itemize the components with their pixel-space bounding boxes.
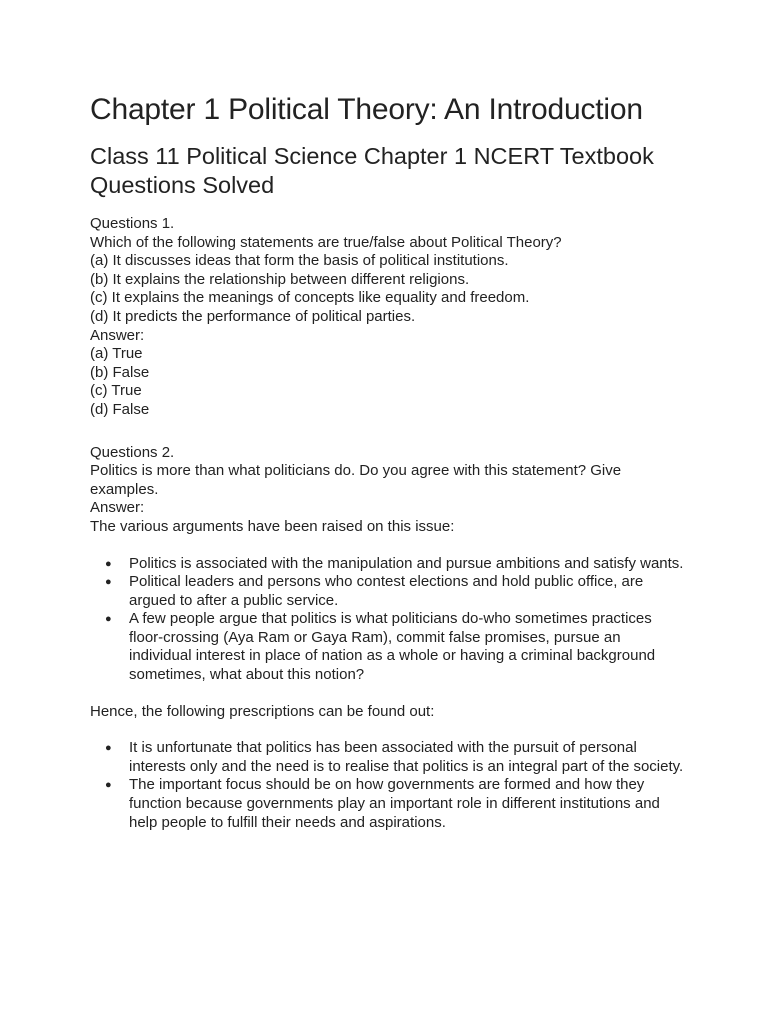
list-item xyxy=(105,554,684,574)
question-1-answer-c: (c) True xyxy=(90,382,142,400)
list-item xyxy=(105,739,684,776)
page-title: Chapter 1 Political Theory: An Introduction xyxy=(90,93,643,126)
question-1-option-d: (d) It predicts the performance of political parties. xyxy=(90,307,416,325)
question-1 xyxy=(90,215,708,420)
question-2 xyxy=(90,444,708,537)
list-item xyxy=(105,776,684,832)
question-2-text: Politics is more than what politicians do. Do you agree with this statement? Give examples. xyxy=(90,462,622,498)
question-1-answer-label: Answer: xyxy=(90,326,145,344)
question-1-answer-b: (b) False xyxy=(90,363,150,381)
conclusion-intro: Hence, the following prescriptions can be found out: xyxy=(90,702,435,720)
question-2-intro: The various arguments have been raised on this issue: xyxy=(90,517,455,535)
arguments-list xyxy=(90,555,708,685)
argument-text: Political leaders and persons who contest elections and hold public office, are argued to after a public service. xyxy=(129,573,644,609)
question-1-label: Questions 1. xyxy=(90,215,175,232)
page-subtitle: Class 11 Political Science Chapter 1 NCERT Textbook Questions Solved xyxy=(90,143,654,198)
list-item xyxy=(105,610,684,684)
argument-text: A few people argue that politics is what politicians do-who sometimes practices floor-crossing (Aya Ram or Gaya Ram), commit false promises, pursue an individual interest in place of nation as a whole or having a criminal background sometimes, what about this notion? xyxy=(129,610,656,684)
prescription-text: It is unfortunate that politics has been associated with the pursuit of personal interests only and the need is to realise that politics is an integral part of the society. xyxy=(129,739,684,775)
bullet-icon: ● xyxy=(105,613,112,626)
conclusion xyxy=(90,703,708,722)
question-2-answer-label: Answer: xyxy=(90,499,145,517)
bullet-icon: ● xyxy=(105,779,112,792)
question-1-option-b: (b) It explains the relationship between different religions. xyxy=(90,270,470,288)
bullet-icon: ● xyxy=(105,742,112,755)
question-1-text: Which of the following statements are true/false about Political Theory? xyxy=(90,233,562,251)
list-item xyxy=(105,573,684,610)
bullet-icon: ● xyxy=(105,557,112,570)
question-1-option-a: (a) It discusses ideas that form the basis of political institutions. xyxy=(90,252,509,270)
question-1-answer-d: (d) False xyxy=(90,400,150,418)
question-1-answer-a: (a) True xyxy=(90,345,143,363)
question-1-option-c: (c) It explains the meanings of concepts like equality and freedom. xyxy=(90,289,530,307)
prescriptions-list xyxy=(90,739,708,832)
prescription-text: The important focus should be on how governments are formed and how they function because governments play an important role in different institutions and help people to fulfill their needs and aspirations. xyxy=(129,776,660,831)
question-2-label: Questions 2. xyxy=(90,443,175,461)
argument-text: Politics is associated with the manipulation and pursue ambitions and satisfy wants. xyxy=(129,554,684,572)
bullet-icon: ● xyxy=(105,576,112,589)
section-spacer xyxy=(90,420,708,444)
